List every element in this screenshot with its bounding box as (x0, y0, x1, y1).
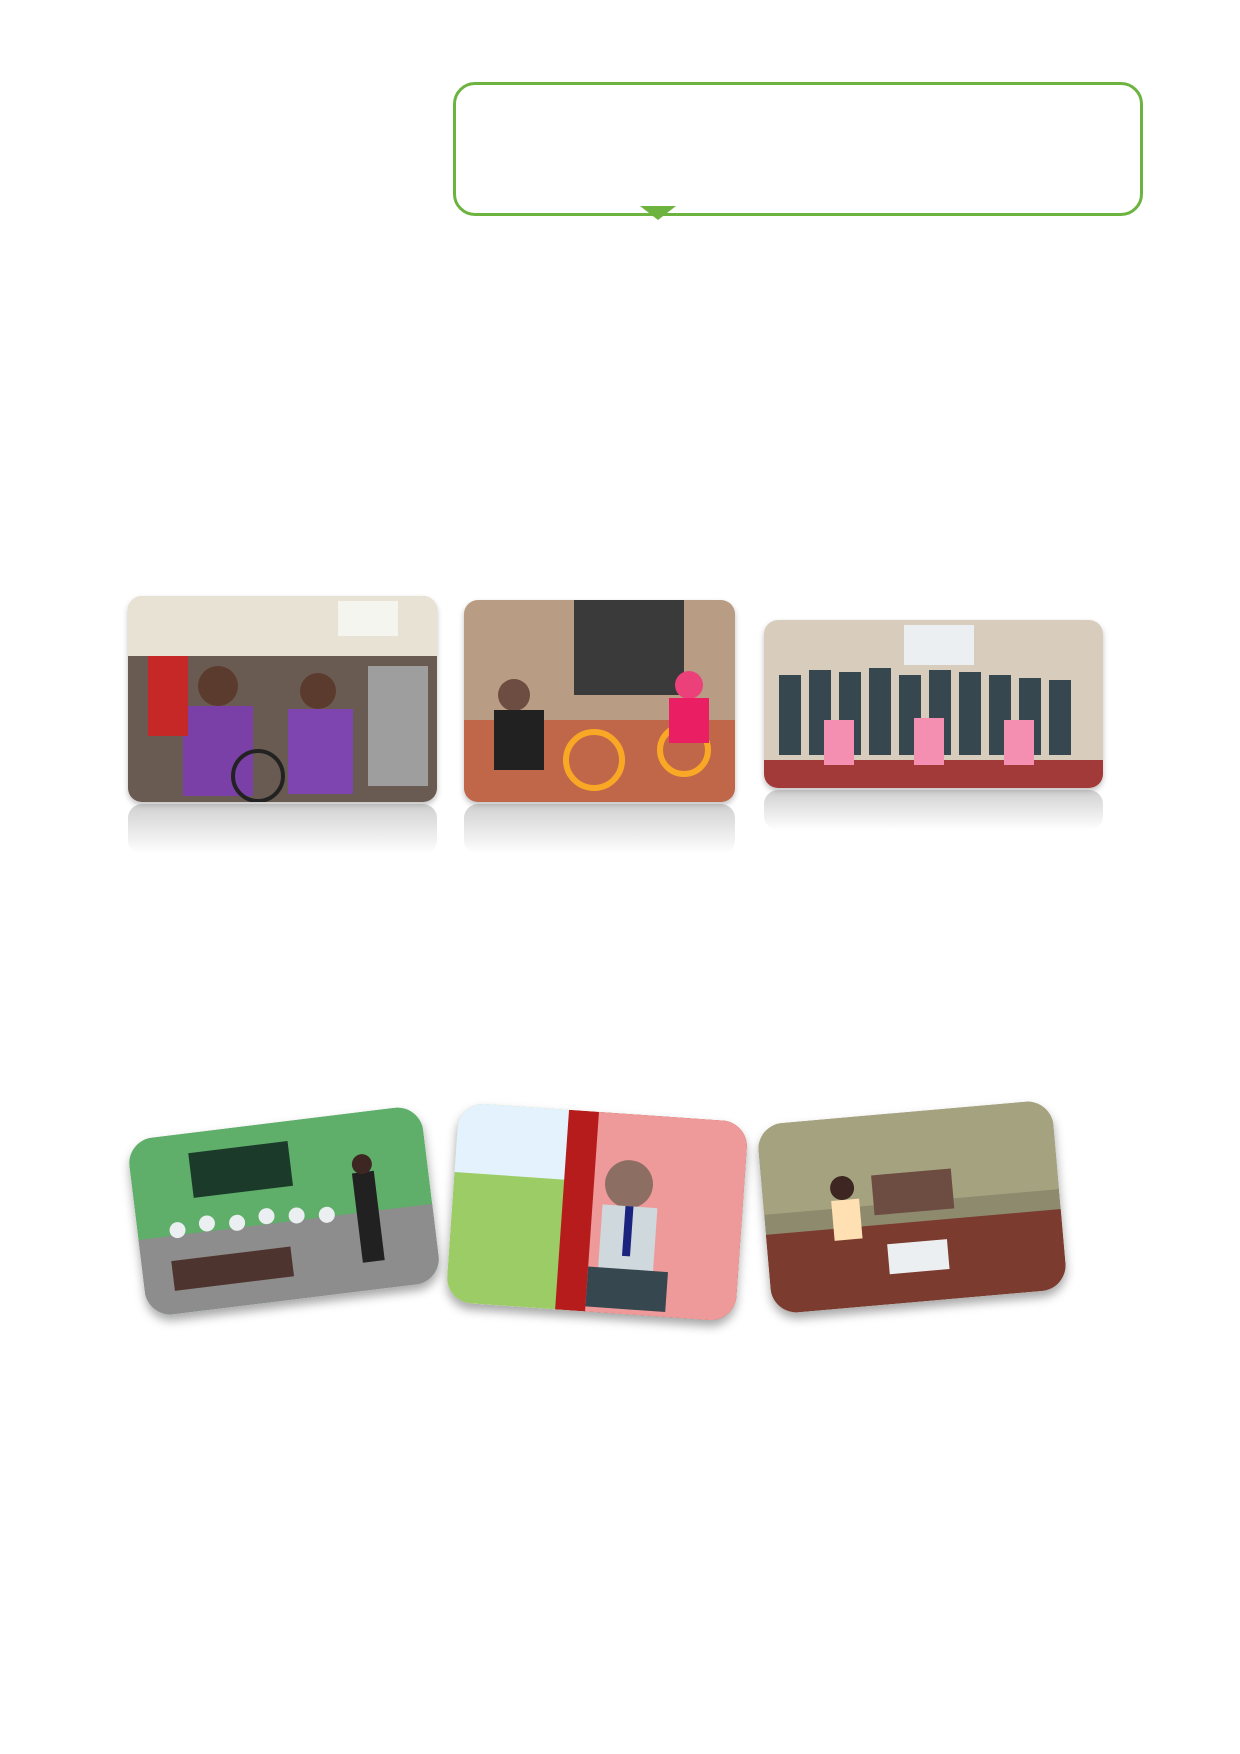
photo-reflection (464, 804, 735, 854)
photo-home (756, 1099, 1067, 1314)
photo-classroom (126, 1105, 441, 1318)
photo-student-wheelchair (445, 1102, 748, 1322)
bottom-pencil-border (0, 1525, 1240, 1754)
photo-dance-classroom (128, 596, 437, 802)
photo-reflection (128, 804, 437, 854)
photo-reflection (764, 790, 1103, 830)
newsletter-header-bubble (453, 82, 1143, 216)
bubble-tail (640, 206, 676, 220)
photo-group (764, 620, 1103, 788)
photo-wheelchair-dance (464, 600, 735, 802)
